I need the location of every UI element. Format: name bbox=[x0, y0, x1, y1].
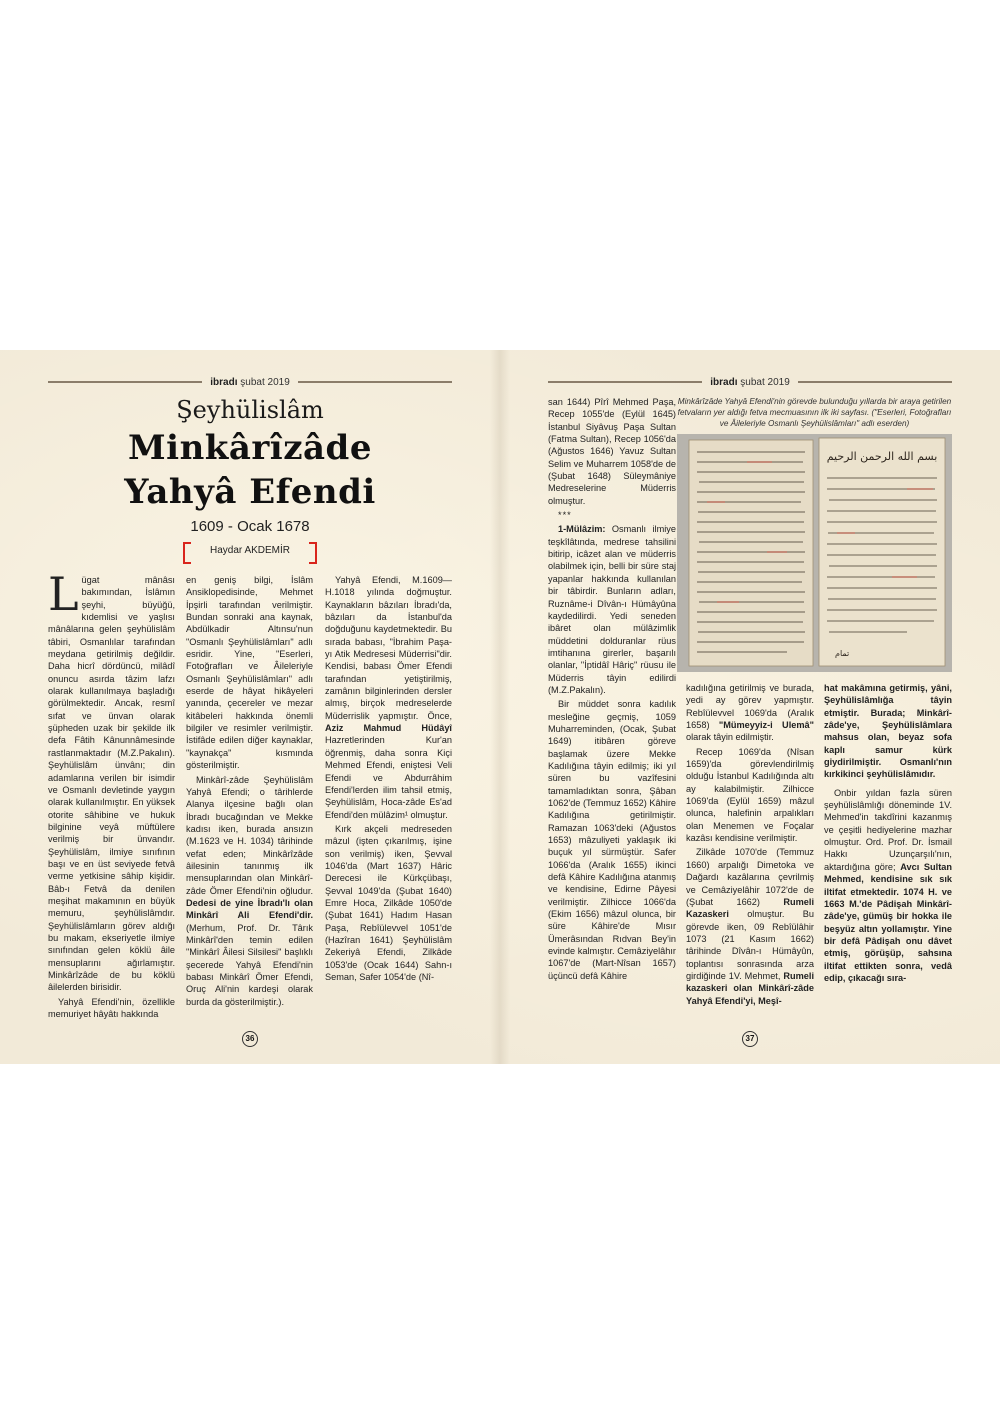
paragraph-text: kadılığına getirilmiş ve burada, yedi ay görev yapmıştır. Rebîülevvel 1069'da (Aralık 1658) bbox=[686, 683, 814, 731]
left-column-2 bbox=[186, 574, 313, 1020]
header-label bbox=[202, 377, 298, 388]
paragraph-text: (Merhum, Prof. Dr. Târık Minkârî'den temin edilen "Minkârî Âilesi Silsilesi" başlıklı şecerede Yahyâ Efendi'nin babası Minkârî Ömer Efendi, Oruç Ali'nin kardeşi olarak burda da gösterilmiştir.). bbox=[186, 922, 313, 1007]
paragraph-text: olarak tâyin edilmiştir. bbox=[686, 732, 774, 743]
issue-date: şubat 2019 bbox=[240, 376, 290, 388]
right-page-header bbox=[548, 375, 952, 389]
left-page-header bbox=[48, 375, 452, 389]
section-separator: *** bbox=[558, 510, 572, 521]
paragraph-text: Zilkâde 1070'de (Temmuz 1660) arpalığı Dimetoka ve Dağardı kazâlarına çevrilmiş ve Cemâziyelâhir 1072'de de (Şubat 1662) bbox=[686, 847, 814, 907]
title-line-1: Minkârîzâde bbox=[128, 428, 372, 468]
paragraph: Bir müddet sonra kadılık mesleğine geçmiş, 1059 Muharreminden, (Ocak, Şubat 1649) itibâren göreve başlamak üzere Mekke Kadılığına tâyin edilmiş; iki yıl süren bu vazîfesini tamamladıktan sonra, Şâban 1062'de (Temmuz 1652) Kâhire Kadılığına getirilmiştir. Ramazan 1063'deki (Ağustos 1653) mâzuliyeti yaklaşık iki buçuk yıl sürmüştür. Safer 1066'da (Aralık 1655) ikinci defâ Kâhire Kadılığına atanmış ve kendisine, Edirne Pâyesi verilmiştir. Zilhicce 1066'da (Ekim 1656) mâzul olunca, bir süre Kâhire'de Mısır Ümerâsından Rıdvan Bey'in evinde kalmıştır. Cemâziyelâhır 1067'de (Mart-Nîsan 1657) üçüncü defâ Kâhire bbox=[548, 699, 676, 981]
paragraph bbox=[186, 774, 313, 1009]
author-byline bbox=[183, 542, 317, 562]
paragraph-text: Onbir yıldan fazla süren şeyhülislâmlığı döneminde 1V. Mehmed'in takdîrini kazanmış ve çeşitli hediyelerine mazhar olmuştur. Ord. Prof. Dr. İsmail Hakkı Uzunçarşılı'nın, aktardığına göre; bbox=[824, 787, 952, 872]
paragraph-text: Minkârî-zâde Şeyhülislâm Yahyâ Efendi; o târihlerde Alanya ilçesine bağlı olan İbradı bucağından ve Mekke kadısı iken, burada ansızın (M.1623 ve H. 1034) târihinde vefat eden; Minkârîzâde âilesinin tanınmış ilk mensuplarından olan Minkârî-zâde Ömer Efendi'nin oğludur. bbox=[186, 774, 313, 896]
magazine-spread bbox=[0, 350, 1000, 1064]
paragraph bbox=[686, 682, 814, 744]
page-number: 36 bbox=[242, 1031, 258, 1047]
header-label bbox=[702, 377, 798, 388]
paragraph-text: Osmanlı ilmiye teşkîlâtında, medrese tahsilini bitirip, icâzet alan ve müderris olabilmek için, belli bir süre staj yapanlar hakkında kullanılan bir tâbirdir. Bunların adları, Ruznâme-i Dîvân-ı Hümâyûna kaydedilirdi. Yedi seneden ibâret olan mülâzimlik müddetini dolduranlar rüus imtihanına girerler, başarılı olanlar, "İptidâî Hâriç" rüusu ile Müderris tâyin edilirdi (M.Z.Pakalın). bbox=[548, 524, 676, 695]
paragraph bbox=[686, 846, 814, 1006]
page-number: 37 bbox=[742, 1031, 758, 1047]
paragraph-text: Hazretlerinden Kur'an öğrenmiş, daha sonra Kiçi Mehmed Efendi, eniştesi Veli Efendi ve Abdurrâhim Efendi'lerden ilim tahsil etmiş, Şeyhülislâm, Hoca-zâde Es'ad Efendi'den mülâzim¹ olmuştur. bbox=[325, 735, 452, 820]
manuscript-photo bbox=[677, 434, 952, 672]
title-line-2: Yahyâ Efendi bbox=[124, 472, 376, 512]
left-page bbox=[0, 350, 500, 1064]
bold-text: Rumeli kazaskeri olan Minkârî-zâde Yahyâ Efendi'yi, Meşî- bbox=[686, 970, 814, 1006]
header-rule bbox=[548, 381, 702, 383]
header-rule bbox=[298, 381, 452, 383]
manuscript-heading: بسم الله الرحمن الرحيم bbox=[826, 450, 938, 463]
bold-text: Aziz Mahmud Hüdâyî bbox=[325, 723, 452, 734]
manuscript-right-leaf bbox=[819, 438, 945, 666]
paragraph bbox=[48, 574, 175, 994]
right-column-1 bbox=[548, 396, 676, 1028]
header-rule bbox=[798, 381, 952, 383]
bold-text: Rumeli Kazaskeri bbox=[686, 896, 814, 920]
paragraph: Yahyâ Efendi'nin, özellikle memuriyet hâyâtı hakkında bbox=[48, 996, 175, 1020]
left-column-1 bbox=[48, 574, 175, 1020]
manuscript-left-leaf bbox=[689, 440, 813, 666]
bold-text: 1-Mülâzim: bbox=[558, 524, 606, 535]
bold-text: Avcı Sultan Mehmed, kendisine sık sık iltifat etmektedir. 1074 H. ve 1663 M.'de Pâdişah Minkârî-zâde'ye, gümüş bir hokka ile beşyüz altın yollamıştır. Yine bir defâ Pâdişah onu dâvet etmiş, görüşüp, sahsına iltifat ettikten sonra, vedâ edip, çıkacağı sıra- bbox=[824, 861, 952, 983]
paragraph bbox=[824, 682, 952, 781]
life-dates: 1609 - Ocak 1678 bbox=[190, 518, 310, 535]
image-caption: Minkârîzâde Yahyâ Efendi'nin görevde bulunduğu yıllarda bir araya getirilen fetvaların yer aldığı fetva mecmuasının ilk iki sayfası. ("Eserleri, Fotoğrafları ve Âileleriyle Osmanlı Şeyhülislâmları" adlı eserden) bbox=[677, 397, 952, 428]
paragraph bbox=[325, 574, 452, 821]
manuscript-end-note: تمام bbox=[835, 649, 850, 658]
bold-text: Dedesi de yine İbradı'lı olan Minkârî Ali Efendi'dir. bbox=[186, 897, 313, 921]
paragraph: san 1644) Pîrî Mehmed Paşa, Recep 1055'de (Eylül 1645) İstanbul Siyâvuş Paşa Sultan (Fatma Sultan), Recep 1056'da (Ağustos 1646) Yavuz Sultan Selim ve Muharrem 1058'de de (Şubat 1648) Süleymâniye Medreselerine Müderris olmuştur. bbox=[548, 397, 676, 506]
magazine-name: ibradı bbox=[210, 376, 238, 388]
paragraph: en geniş bilgi, İslâm Ansiklopedisinde, Mehmet İpşirli tarafından verilmiştir. Bundan sonraki ana kaynak, Abdülkadir Altınsu'nun "Osmanlı Şeyhülislâmları" adlı esridir. Yine, "Eserleri, Fotoğrafları ve Âileleriyle Osmanlı Şeyhülislâmları" adlı eserde de hâyat hikâyeleri yanında, çecereler ve mezar kitâbeleri hakkında önemli bilgiler ve resimler verilmiştir. İstifâde edilen diğer kaynaklar, "kaynakça" kısmında gösterilmiştir. bbox=[186, 575, 313, 771]
drop-cap: L bbox=[48, 574, 79, 621]
bracket-right-icon bbox=[309, 542, 317, 564]
bold-text: hat makâmına getirmiş, yâni, Şeyhülislâmlığa tâyin etmiştir. Burada; Minkârî-zâde'ye, Şeyhülislâmlara mahsus olan, beyaz sofa kaplı samur kürk giydirilmiştir. Osmanlı'nın kırkikinci şeyhülislâmıdır. bbox=[824, 683, 952, 780]
left-column-3 bbox=[325, 574, 452, 1020]
right-column-2 bbox=[686, 682, 814, 1028]
header-rule bbox=[48, 381, 202, 383]
title-kicker: Şeyhülislâm bbox=[176, 396, 324, 424]
issue-date: şubat 2019 bbox=[740, 376, 790, 388]
author-name: Haydar AKDEMİR bbox=[209, 545, 291, 556]
paragraph: Kırk akçeli medreseden mâzul (işten çıkarılmış, işine son verilmiş) iken, Şevval 1046'da (Mart 1637) Hâric Derecesi ile Kürkçübaşı, Şevval 1049'da (Şubat 1640) Emre Hoca, Zilkâde 1050'de (Şubat 1641) Hadım Hasan Paşa, Rebîülevvel 1051'de (Hazîran 1641) Şeyhülislâm Zekeriyâ Efendi, Zilkâde 1053'de (Ocak 1644) Sahn-ı Seman, Safer 1054'de (Nî- bbox=[325, 823, 452, 982]
footnote bbox=[548, 523, 676, 696]
paragraph bbox=[824, 787, 952, 985]
magazine-name: ibradı bbox=[710, 376, 738, 388]
right-column-3 bbox=[824, 682, 952, 1028]
bold-text: "Mümeyyiz-i Ulemâ" bbox=[718, 720, 814, 731]
paragraph-text: ügat mânâsı bakımından, İslâmın şeyhi, büyüğü, kıdemlisi ve yaşlısı mânâlarına gelen şeyhülislâm tâbiri, Osmanlılar tarafından meydana getirilmiş değildir. Daha hicrî dördüncü, milâdî onuncu asırda tâzim lafzı olarak kullanılmaya başladığı görülmektedir. Ancak, resmî sıfat ve ünvan olarak şüpheden uzak bir şekilde ilk defa Fâtih Kânunnâmesinde rastlanmaktadır (M.Z.Pakalın). Şeyhülislâm ünvânı; din adamlarına verilen bir isimdir ve Osmanlı devletinde yaygın olarak kullanılmıştır. En yüksek otorite sâhibine ve hukuk bilginine veyâ müftülere verilmiş bir ünvandır. Şeyhülislâm, ilmiye sınıfının başı ve en üst seviyede fetvâ verme yetkisine sâhip kişidir. Bâb-ı Fetvâ da denilen meşihat makamının en büyük memuru, şeyhülislâmdır. Şeyhülislâmların görev aldığı bu makam, ekseriyetle ilmiye sınıfından gelen köklü âile mensuplarını ağırlamıştır. Minkârîzâde de bu köklü âilelerden birisidir. bbox=[48, 575, 175, 993]
paragraph-text: Yahyâ Efendi, M.1609—H.1018 yılında doğmuştur. Kaynakların bâzıları İbradı'da, bâzıları da İstanbul'da doğduğunu kaydetmektedir. Bu sırada babası, "İbrahim Paşa-yı Atik Medresesi Müderrisi"dir. Kendisi, babası Ömer Efendi tarafından yetiştirilmiş, zamânın bilginlerinden dersler almış, birçok medreselerde Müderrislik yapmıştır. Önce, bbox=[325, 575, 452, 721]
paragraph-text: olmuştur. Bu görevde iken, 09 Rebîülâhir 1073 (21 Kasım 1662) târihinde Dîvân-ı Hümâyûn, toplantısı sonrasında arza girdiğinde 1V. Mehmet, bbox=[686, 909, 814, 981]
paragraph: Recep 1069'da (Nîsan 1659)'da görevlendirilmiş olduğu İstanbul Kadılığında altı ay kalabilmiştir. Zilhicce 1069'da (Eylül 1659) mâzul olunca, halefinin arpalıkları olan Menemen ve Foçalar kazâsı kendisine verilmiştir. bbox=[686, 746, 814, 844]
